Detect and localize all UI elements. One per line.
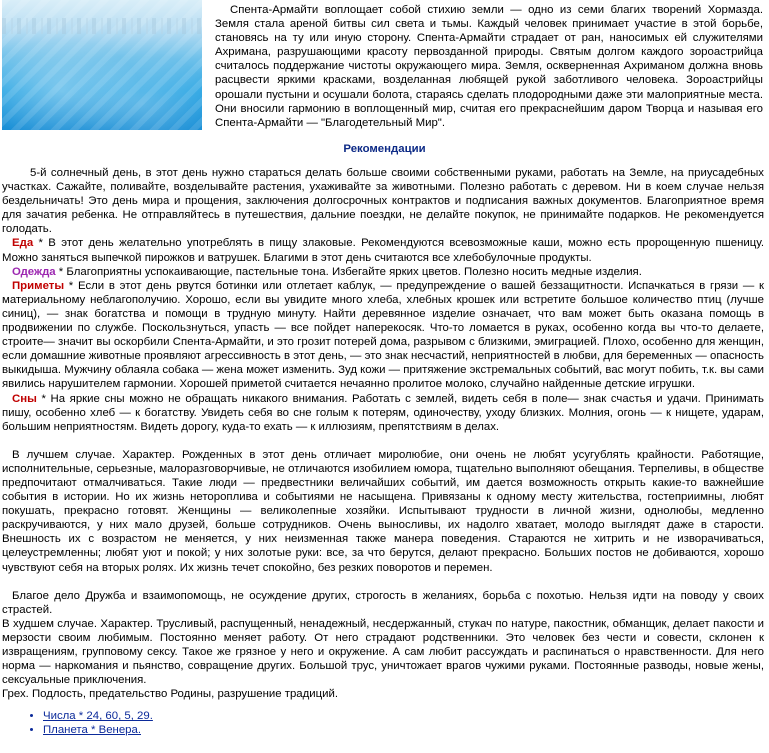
main-content — [2, 166, 764, 738]
section-title: Рекомендации — [343, 143, 426, 155]
omens-text: * Если в этот день рвутся ботинки или отлетает каблук, — предупреждение о вашей беззащитности. Испачкаться в грязи — к материальному неблагополучию. Хорошо, если вы увидите много хлеба, хлебных крошек или встретите большое количество птиц (лучше синиц), — знак богатства и помощи в трудную минуту. Найти деревянное изделие означает, что вам может быть оказана помощь в продвижении по службе. Поскользнуться, упасть — все пойдет наперекосяк. Что-то ломается в руках, особенно когда вы что-то делаете, строите— значит вы оскорбили Спента-Армайти, и это грозит потерей дома, разрывом с близкими, эмиграцией. Плохо, особенно для женщин, если домашние животные проявляют агрессивность в этот день, — это знак несчастий, неприятностей в любви, для беременных — опасность выкидыша. Мужчину облаяла собака — жена может изменить. Зуд кожи — притяжение экстремальных событий, вас могут побить, т.к. вы сами явились нарушителем гармонии. Хорошей приметой считается нечаянно пролитое молоко, случайно найденные детские игрушки. — [2, 279, 764, 391]
intro-paragraph: Спента-Армайти воплощает собой стихию земли — одно из семи благих творений Хормазда. Земля стала ареной битвы сил света и тьмы. Каждый человек принимает участие в этой борьбе, становясь на ту или иную сторону. Спента-Армайти страдает от ран, наносимых ей служителями Ахримана, разрушающими красоту первозданной природы. Святым долгом каждого зороастрийца считалось поддержание чистоты окружающего мира. Земля, оскверненная Ахриманом должна вновь расцвести яркими красками, возделанная любящей рукой заботливого человека. Зороастрийцы орошали пустыни и осушали болота, стараясь сделать плодородными даже эти малоприятные места. Они вносили гармонию в воплощенный мир, считая его прекраснейшим даром Творца и называя его Спента-Армайти — "Благодетельный Мир". — [215, 4, 763, 129]
recommendation-paragraph: 5-й солнечный день, в этот день нужно стараться делать больше своими собственными руками, работать на Земле, на приусадебных участках. Сажайте, поливайте, возделывайте растения, ухаживайте за животными. Полезно работать с деревом. Ни в коем случае нельзя бездельничать! Это день мира и прощения, заключения долгосрочных контрактов и подписания важных документов. Благоприятное время для зачатия ребенка. Не отправляйтесь в путешествия, дальние поездки, не делайте покупок, не принимайте подарков. Не рекомендуется голодать. — [2, 167, 764, 236]
intro-text — [215, 3, 763, 130]
city-skyline — [2, 18, 202, 34]
dreams-text: * На яркие сны можно не обращать никакого внимания. Работать с землей, видеть себя в поле— знак счастья и удачи. Принимать пишу, особенно хлеб — к богатству. Увидеть себя во сне голым к потерям, одиночеству, уходу близких. Молния, огонь — к нищете, ударам, большим неприятностям. Видеть дорогу, куда-то ехать — к иллюзиям, препятствиям в делах. — [2, 392, 764, 433]
food-label: Еда — [12, 237, 34, 250]
sin-paragraph: Грех. Подлость, предательство Родины, разрушение традиций. — [2, 688, 339, 701]
header-block — [0, 0, 769, 134]
numbers-link[interactable]: • Числа * 24, 60, 5, 29. — [43, 709, 764, 723]
links-list — [2, 709, 764, 737]
clothing-label: Одежда — [12, 265, 56, 278]
food-paragraph — [2, 236, 764, 264]
omens-paragraph — [2, 279, 764, 392]
dreams-paragraph — [2, 392, 764, 434]
water-city-image — [2, 0, 202, 130]
character-best-paragraph: В лучшем случае. Характер. Рожденных в этот день отличает миролюбие, они очень не любят усугублять крайности. Работящие, исполнительные, серьезные, малоразговорчивые, не отличаются изобилием юмора, тщательно выполняют обещания. Терпеливы, в обществе предпочитают отмалчиваться. Такие люди — предвестники величайших событий, им дается возможность открыть какие-то важнейшие события в истории. Но их жизнь нетороплива и событиями не насыщена. Привязаны к одному месту жительства, гостеприимны, любят покушать, прекрасно готовят. Женщины — великолепные хозяйки. Испытывают трудности в личной жизни, однолюбы, медленно раскручиваются, у них мало друзей, больше сотрудников. Очень выносливы, их надолго хватает, молодо выглядят даже в старости. Внешность их с возрастом не меняется, у них неизменная также манера поведения. Стараются не хитрить и не изворачиваться, целеустремленны; любят уют и покой; у них золотые руки: все, за что берутся, делают прекрасно. Больших постов не добиваются, хорошо чувствуют себя на вторых ролях. Их жизнь течет спокойно, без резких поворотов и перемен. — [2, 448, 764, 574]
character-worst-paragraph: В худшем случае. Характер. Трусливый, распущенный, ненадежный, несдержанный, стукач по натуре, пакостник, обманщик, делает пакости и мерзости своим любимым. Постоянно меняет работу. От него страдают родственники. Это человек без чести и совести, склонен к извращениям, групповому сексу. Такое же грязное у него и окружение. А сам любит рассуждать и распинаться о нравственности. Для него норма — наркомания и пьянство, совращение других. Большой трус, уничтожает врагов чужими руками. Постоянные разводы, новые жены, сексуальные приключения. — [2, 617, 764, 687]
omens-label: Приметы — [12, 279, 65, 292]
dreams-label: Сны — [12, 392, 37, 405]
planet-link[interactable]: • Планета * Венера. — [43, 723, 764, 737]
clothing-text: * Благоприятны успокаивающие, пастельные тона. Избегайте ярких цветов. Полезно носить медные изделия. — [55, 265, 642, 278]
food-text: * В этот день желательно употреблять в пищу злаковые. Рекомендуются всевозможные каши, можно есть пророщенную пшеницу. Можно заняться выпечкой пирожков и ватрушек. Благими в этот день считаются все хлебобулочные продукты. — [2, 237, 764, 264]
clothing-paragraph — [2, 265, 764, 279]
good-deed-paragraph: Благое дело Дружба и взаимопомощь, не осуждение других, строгость в желаниях, борьба с похотью. Нельзя идти на поводу у своих страстей. — [2, 589, 764, 616]
